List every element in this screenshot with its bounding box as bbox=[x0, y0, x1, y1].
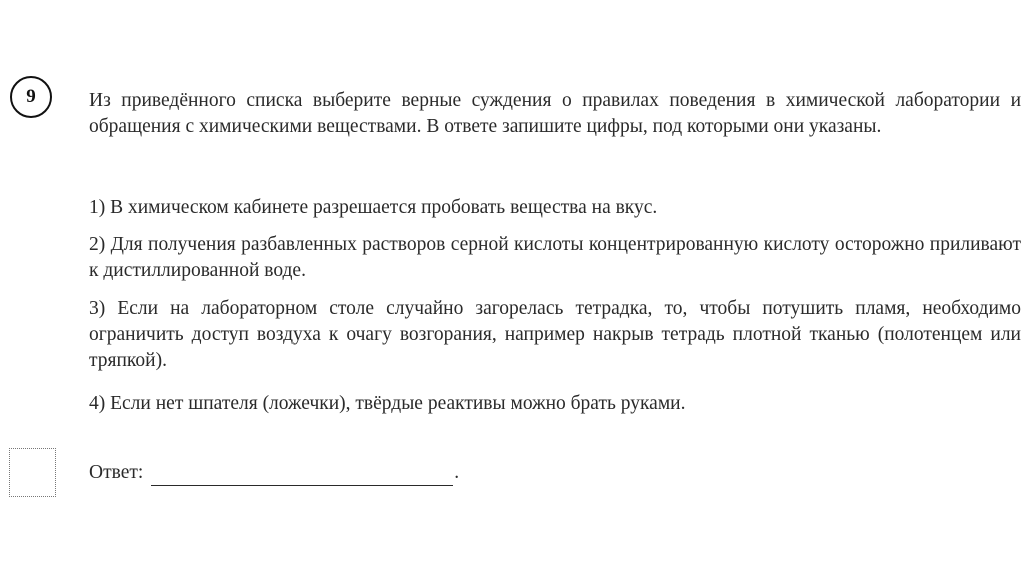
answer-field-line[interactable] bbox=[151, 463, 453, 486]
task-number-badge: 9 bbox=[10, 76, 52, 118]
option-3: 3) Если на лабораторном столе случайно загорелась тетрадка, то, чтобы потушить пламя, необходимо ограничить доступ воздуха к очагу возгорания, например накрыв тетрадь плотной тканью (полотенцем или тряпкой). bbox=[89, 298, 1021, 371]
question-text: Из приведённого списка выберите верные суждения о правилах поведения в химической лаборатории и обращения с химическими веществами. В ответе запишите цифры, под которыми они указаны. bbox=[89, 90, 1021, 137]
answer-row bbox=[89, 460, 459, 486]
option-2: 2) Для получения разбавленных растворов серной кислоты концентрированную кислоту осторожно приливают к дистиллированной воде. bbox=[89, 234, 1021, 281]
answer-end-dot: . bbox=[454, 462, 460, 483]
option-1: 1) В химическом кабинете разрешается пробовать вещества на вкус. bbox=[89, 197, 658, 218]
answer-label: Ответ: bbox=[89, 462, 144, 483]
answer-score-box bbox=[9, 448, 56, 497]
option-4: 4) Если нет шпателя (ложечки), твёрдые реактивы можно брать руками. bbox=[89, 393, 686, 414]
